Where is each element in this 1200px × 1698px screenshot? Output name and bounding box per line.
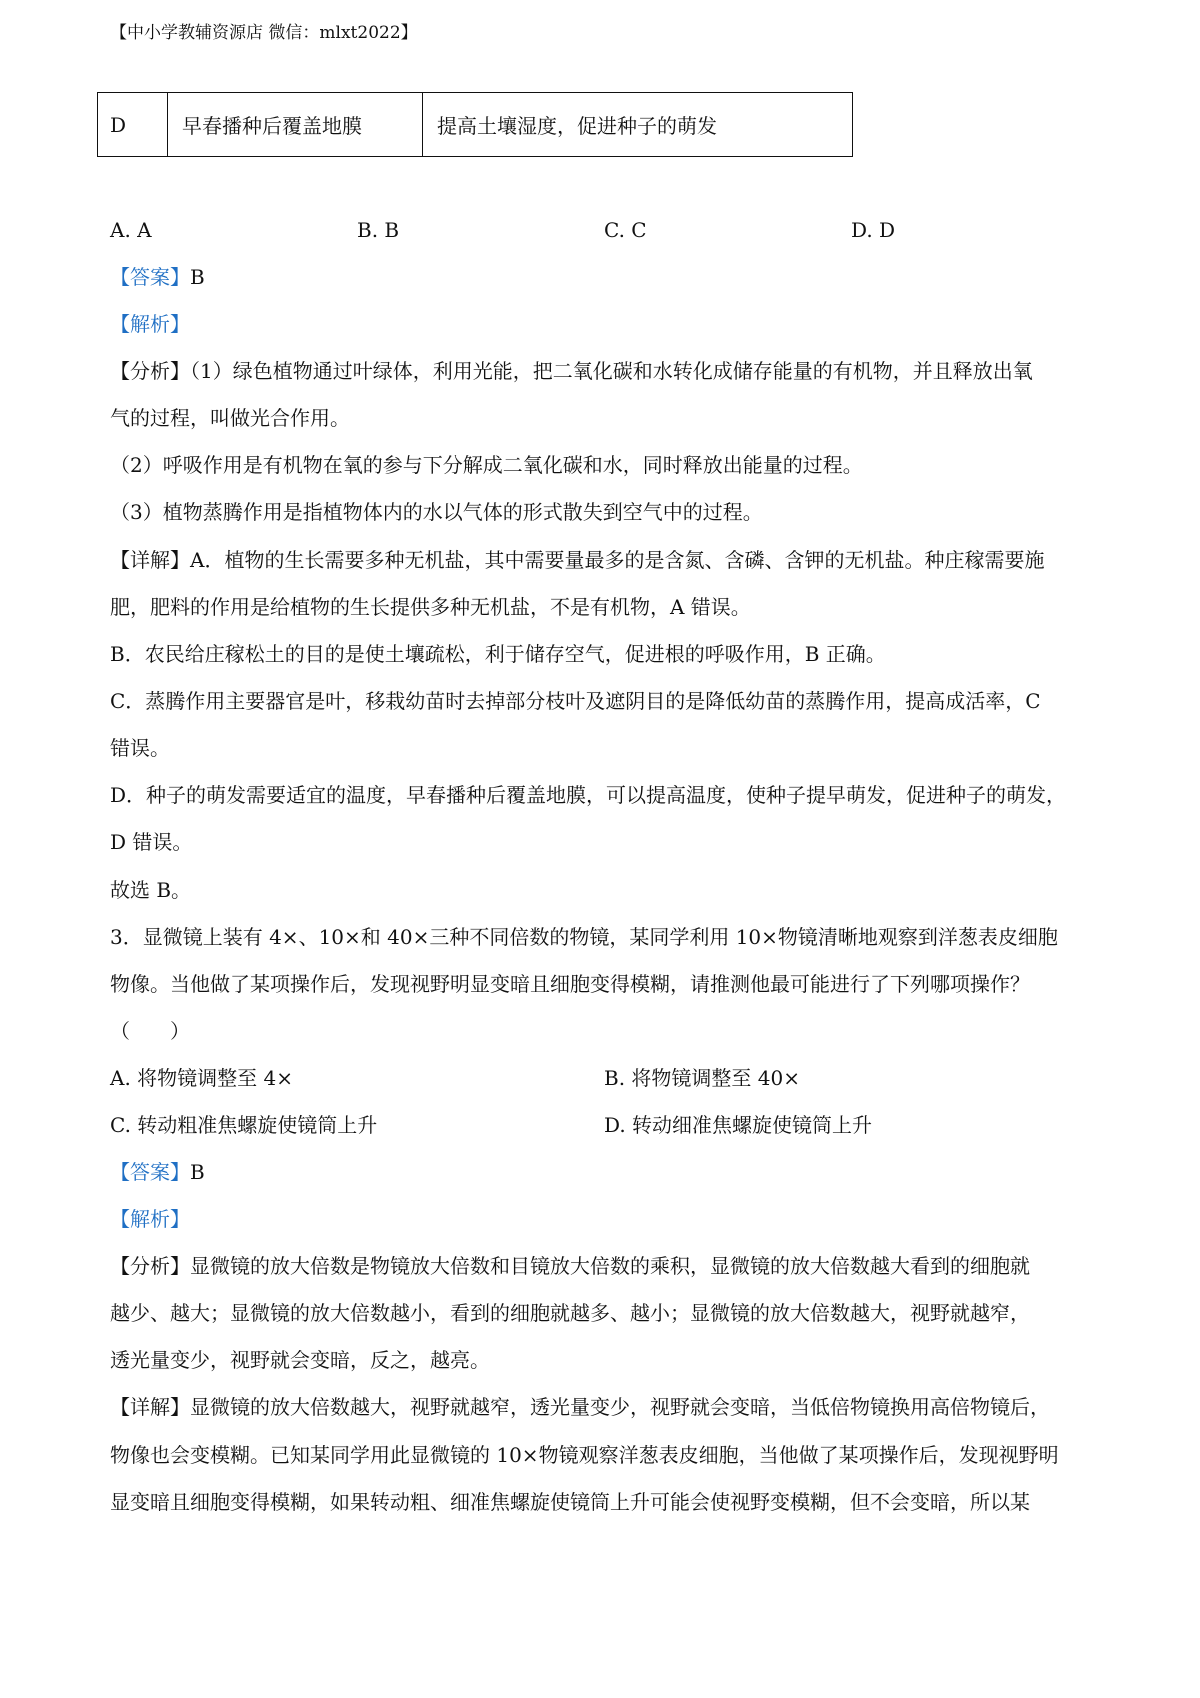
q2-line: D．种子的萌发需要适宜的温度，早春播种后覆盖地膜，可以提高温度，使种子提早萌发，促进种子的萌发， (110, 783, 1067, 807)
q2-line: （3）植物蒸腾作用是指植物体内的水以气体的形式散失到空气中的过程。 (110, 500, 763, 524)
q3-answer (110, 1158, 205, 1186)
q3-stem: 3．显微镜上装有 4×、10×和 40×三种不同倍数的物镜，某同学利用 10×物镜清晰地观察到洋葱表皮细胞 (110, 925, 1058, 949)
q3-choice-b: B. 将物镜调整至 40× (604, 1066, 800, 1090)
table-cell-practice: 早春播种后覆盖地膜 (168, 93, 423, 157)
q3-stem: （ ） (110, 1019, 190, 1043)
q2-choice-a: A. A (110, 218, 152, 242)
q3-line: 【详解】显微镜的放大倍数越大，视野就越窄，透光量变少，视野就会变暗，当低倍物镜换用高倍物镜后， (110, 1395, 1050, 1419)
q3-line: 物像也会变模糊。已知某同学用此显微镜的 10×物镜观察洋葱表皮细胞，当他做了某项操作后，发现视野明 (110, 1443, 1059, 1467)
q3-analysis-label: 【解析】 (110, 1207, 190, 1231)
q3-line: 透光量变少，视野就会变暗，反之，越亮。 (110, 1348, 490, 1372)
q2-line: 气的过程，叫做光合作用。 (110, 406, 350, 430)
q2-line: D 错误。 (110, 830, 193, 854)
answer-value: B (190, 1160, 205, 1184)
q2-answer (110, 263, 205, 291)
q2-choice-c: C. C (604, 218, 647, 242)
q2-line: 【分析】（1）绿色植物通过叶绿体，利用光能，把二氧化碳和水转化成储存能量的有机物，并且释放出氧 (110, 359, 1033, 383)
q2-choice-d: D. D (851, 218, 896, 242)
q3-line: 越少、越大；显微镜的放大倍数越小，看到的细胞就越多、越小；显微镜的放大倍数越大，视野就越窄， (110, 1301, 1030, 1325)
q2-line: 【详解】A．植物的生长需要多种无机盐，其中需要量最多的是含氮、含磷、含钾的无机盐。种庄稼需要施 (110, 548, 1045, 572)
q3-choice-c: C. 转动粗准焦螺旋使镜筒上升 (110, 1113, 378, 1137)
q2-analysis-label: 【解析】 (110, 312, 190, 336)
options-table (97, 92, 853, 157)
q2-line: 故选 B。 (110, 878, 192, 902)
q3-choice-d: D. 转动细准焦螺旋使镜筒上升 (604, 1113, 873, 1137)
q3-choice-a: A. 将物镜调整至 4× (110, 1066, 293, 1090)
table-cell-option: D (98, 93, 168, 157)
q2-line: B．农民给庄稼松土的目的是使土壤疏松，利于储存空气，促进根的呼吸作用，B 正确。 (110, 642, 886, 666)
q2-line: C．蒸腾作用主要器官是叶，移栽幼苗时去掉部分枝叶及遮阴目的是降低幼苗的蒸腾作用，提高成活率，C (110, 689, 1041, 713)
q2-line: 肥，肥料的作用是给植物的生长提供多种无机盐，不是有机物，A 错误。 (110, 595, 751, 619)
page-header: 【中小学教辅资源店 微信：mlxt2022】 (110, 23, 418, 43)
answer-label: 【答案】 (110, 1160, 190, 1184)
q2-choice-b: B. B (357, 218, 400, 242)
q2-line: （2）呼吸作用是有机物在氧的参与下分解成二氧化碳和水，同时释放出能量的过程。 (110, 453, 863, 477)
answer-label: 【答案】 (110, 265, 190, 289)
q3-stem: 物像。当他做了某项操作后，发现视野明显变暗且细胞变得模糊，请推测他最可能进行了下列哪项操作？ (110, 972, 1030, 996)
q3-line: 显变暗且细胞变得模糊，如果转动粗、细准焦螺旋使镜筒上升可能会使视野变模糊，但不会变暗，所以某 (110, 1490, 1030, 1514)
q3-line: 【分析】显微镜的放大倍数是物镜放大倍数和目镜放大倍数的乘积，显微镜的放大倍数越大看到的细胞就 (110, 1254, 1030, 1278)
answer-value: B (190, 265, 205, 289)
table-cell-purpose: 提高土壤湿度，促进种子的萌发 (423, 93, 853, 157)
q2-line: 错误。 (110, 736, 170, 760)
table-row (98, 93, 853, 157)
